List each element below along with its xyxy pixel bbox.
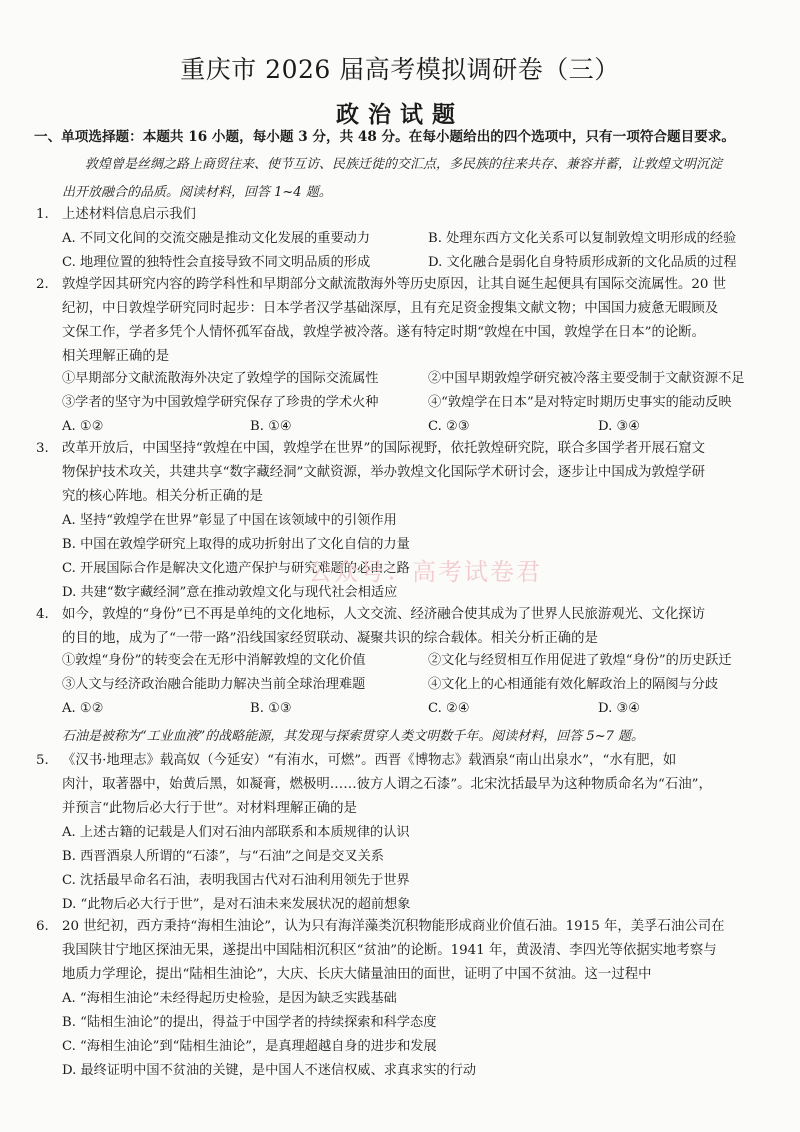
option-c: C. ②④: [428, 701, 470, 716]
subject-title: 政治试题: [336, 101, 464, 128]
option-d: D. 共建“数字藏经洞”意在推动敦煌文化与现代社会相适应: [62, 585, 398, 600]
option-a: A. ①②: [62, 419, 104, 434]
option-c: C. “海相生油论”到“陆相生油论”，是真理超越自身的进步和发展: [62, 1039, 437, 1054]
option-c: C. 沈括最早命名石油，表明我国古代对石油利用领先于世界: [62, 873, 410, 888]
question-number: 5.: [36, 753, 49, 768]
question-stem: 《汉书·地理志》载高奴（今延安）“有洧水，可燃”。西晋《博物志》载酒泉“南山出泉水”，“水有肥，如: [62, 753, 677, 768]
question-stem: 相关理解正确的是: [62, 349, 170, 364]
option-b: B. ①③: [250, 701, 292, 716]
statement-1: ①早期部分文献流散海外决定了敦煌学的国际交流属性: [62, 371, 379, 386]
option-b: B. 中国在敦煌学研究上取得的成功折射出了文化自信的力量: [62, 537, 410, 552]
statement-3: ③学者的坚守为中国敦煌学研究保存了珍贵的学术火种: [62, 395, 379, 410]
question-number: 6.: [36, 919, 49, 934]
option-b: B. “陆相生油论”的提出，得益于中国学者的持续探索和科学态度: [62, 1015, 437, 1030]
question-stem: 地质力学理论，提出“陆相生油论”，大庆、长庆大储量油田的面世，证明了中国不贫油。这一过程中: [62, 967, 652, 982]
option-b: B. ①④: [250, 419, 292, 434]
statement-2: ②文化与经贸相互作用促进了敦煌“身份”的历史跃迁: [428, 653, 732, 668]
intro-text: 出开放融合的品质。阅读材料，回答 1~4 题。: [62, 185, 332, 200]
option-d: D. 最终证明中国不贫油的关键，是中国人不迷信权威、求真求实的行动: [62, 1063, 477, 1078]
question-stem: 物保护技术攻关，共建共享“数字藏经洞”文献资源，举办敦煌文化国际学术研讨会，逐步让中国成为敦煌学研: [62, 465, 706, 480]
option-a: A. 不同文化间的交流交融是推动文化发展的重要动力: [62, 231, 371, 246]
question-number: 4.: [36, 607, 49, 622]
question-stem: 敦煌学因其研究内容的跨学科性和早期部分文献流散海外等历史原因，让其自诞生起便具有国际交流属性。20 世: [62, 277, 727, 292]
option-d: D. ③④: [598, 701, 641, 716]
statement-1: ①敦煌“身份”的转变会在无形中消解敦煌的文化价值: [62, 653, 366, 668]
option-a: A. 坚持“敦煌学在世界”彰显了中国在该领域中的引领作用: [62, 513, 397, 528]
option-c: C. ②③: [428, 419, 470, 434]
section-heading: 一、单项选择题：本题共 16 小题，每小题 3 分，共 48 分。在每小题给出的四个选项中，只有一项符合题目要求。: [34, 129, 735, 145]
option-a: A. “海相生油论”未经得起历史检验，是因为缺乏实践基础: [62, 991, 397, 1006]
option-c: C. 开展国际合作是解决文化遗产保护与研究难题的必由之路: [62, 561, 410, 576]
statement-2: ②中国早期敦煌学研究被冷落主要受制于文献资源不足: [428, 371, 745, 386]
option-d: D. “此物后必大行于世”，是对石油未来发展状况的超前想象: [62, 897, 411, 912]
option-c: C. 地理位置的独特性会直接导致不同文明品质的形成: [62, 255, 371, 270]
question-stem: 如今，敦煌的“身份”已不再是单纯的文化地标，人文交流、经济融合使其成为了世界人民旅游观光、文化探访: [62, 607, 706, 622]
watermark: 公众号：高考试卷君: [308, 558, 542, 586]
question-stem: 改革开放后，中国坚持“敦煌在中国，敦煌学在世界”的国际视野，依托敦煌研究院，联合多国学者开展石窟文: [62, 441, 706, 456]
intro-text: 敦煌曾是丝绸之路上商贸往来、使节互访、民族迁徙的交汇点，多民族的往来共存、兼容并蓄，让敦煌文明沉淀: [85, 157, 723, 172]
option-d: D. ③④: [598, 419, 641, 434]
option-b: B. 处理东西方文化关系可以复制敦煌文明形成的经验: [428, 231, 737, 246]
statement-4: ④“敦煌学在日本”是对特定时期历史事实的能动反映: [428, 395, 732, 410]
option-a: A. ①②: [62, 701, 104, 716]
question-stem: 20 世纪初，西方秉持“海相生油论”，认为只有海洋藻类沉积物能形成商业价值石油。1915 年，美孚石油公司在: [62, 919, 725, 934]
question-number: 3.: [36, 441, 49, 456]
option-d: D. 文化融合是弱化自身特质形成新的文化品质的过程: [428, 255, 737, 270]
exam-title: 重庆市 2026 届高考模拟调研卷（三）: [180, 55, 620, 84]
option-a: A. 上述古籍的记载是人们对石油内部联系和本质规律的认识: [62, 825, 410, 840]
statement-3: ③人文与经济政治融合能助力解决当前全球治理难题: [62, 677, 366, 692]
question-stem: 的目的地，成为了“一带一路”沿线国家经贸联动、凝聚共识的综合载体。相关分析正确的是: [62, 631, 598, 646]
question-stem: 并预言“此物后必大行于世”。对材料理解正确的是: [62, 801, 357, 816]
statement-4: ④文化上的心相通能有效化解政治上的隔阂与分歧: [428, 677, 719, 692]
question-stem: 肉汁，取著器中，始黄后黑，如凝膏，燃极明……彼方人谓之石漆”。北宋沈括最早为这种物质命名为“石油”，: [62, 777, 712, 792]
question-number: 1.: [36, 207, 49, 222]
question-stem: 文保工作，学者多凭个人情怀孤军奋战，敦煌学被冷落。遂有特定时期“敦煌在中国，敦煌学在日本”的论断。: [62, 325, 706, 340]
question-number: 2.: [36, 277, 49, 292]
intro-text: 石油是被称为“工业血液”的战略能源，其发现与探索贯穿人类文明数千年。阅读材料，回答 5~7 题。: [62, 729, 644, 744]
question-stem: 上述材料信息启示我们: [62, 207, 196, 222]
question-stem: 究的核心阵地。相关分析正确的是: [62, 489, 263, 504]
question-stem: 纪初，中日敦煌学研究同时起步：日本学者汉学基础深厚，且有充足资金搜集文献文物；中国国力疲惫无暇顾及: [62, 301, 719, 316]
option-b: B. 西晋酒泉人所谓的“石漆”，与“石油”之间是交叉关系: [62, 849, 384, 864]
question-stem: 我国陕甘宁地区探油无果，遂提出中国陆相沉积区“贫油”的论断。1941 年，黄汲清、李四光等依据实地考察与: [62, 943, 717, 958]
